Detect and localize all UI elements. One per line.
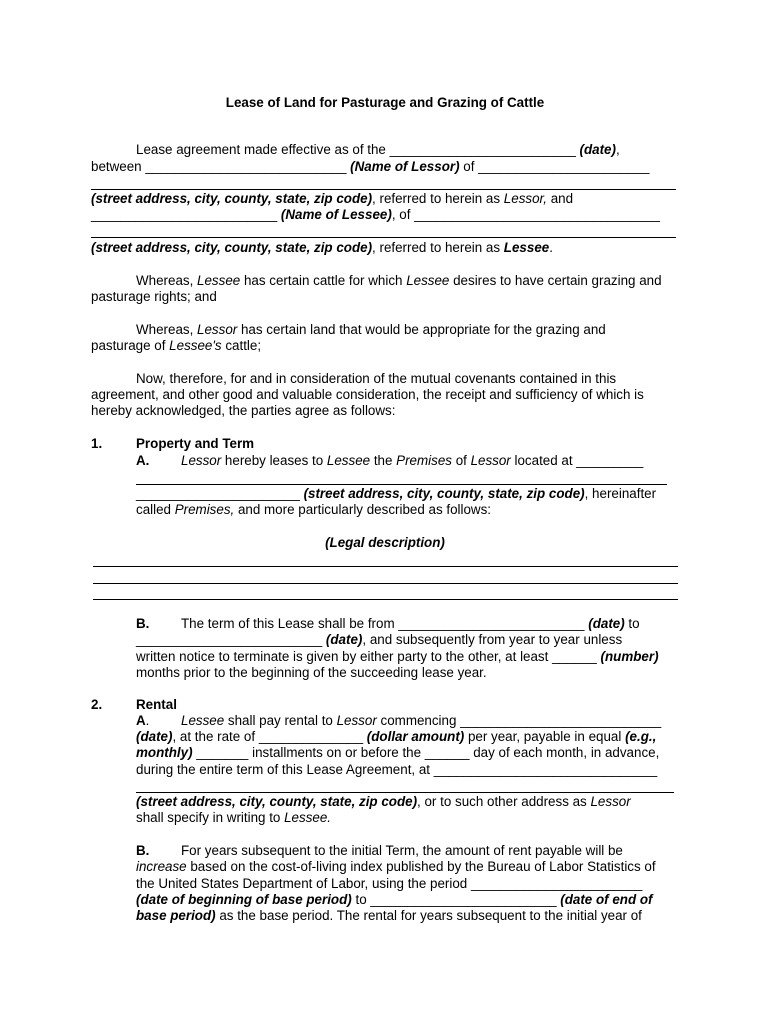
whereas-2-line-2: pasturage of Lessee's cattle;	[91, 338, 262, 353]
section-2b-label: B.	[136, 843, 150, 858]
lessor-of-blank[interactable]: _______________________	[478, 159, 650, 174]
section-1-heading: Property and Term	[136, 436, 255, 451]
lessee-address-blank[interactable]	[91, 237, 676, 238]
payment-address-blank-2[interactable]	[136, 792, 674, 793]
lessee-name-blank[interactable]: _________________________	[91, 207, 278, 222]
term-start-date-blank[interactable]: _________________________	[398, 616, 585, 631]
section-2b-line-5: base period) as the base period. The rental for years subsequent to the initial year of	[136, 908, 642, 923]
section-2a-line-7: shall specify in writing to Lessee.	[136, 810, 332, 825]
document-title: Lease of Land for Pasturage and Grazing of Cattle	[225, 95, 545, 110]
now-therefore-line-2: agreement, and other good and valuable consideration, the receipt and sufficiency of which is	[91, 387, 644, 402]
section-1a-line-1: Lessor hereby leases to Lessee the Premises of Lessor located at _________	[181, 453, 644, 468]
intro-line-2: between ___________________________ (Name of Lessor) of _______________________	[91, 159, 650, 174]
whereas-1-line-2: pasturage rights; and	[91, 289, 217, 304]
legal-description-line-2[interactable]	[93, 583, 678, 584]
intro-line-1: Lease agreement made effective as of the _________________________ (date),	[136, 142, 620, 157]
intro-line-5: _________________________ (Name of Lessee), of _________________________________	[91, 207, 660, 222]
section-1b-line-3: written notice to terminate is given by either party to the other, at least ______ (number)	[136, 649, 659, 664]
legal-description-label: (Legal description)	[325, 535, 445, 550]
base-period-blank[interactable]: _______________________	[470, 876, 643, 891]
rent-rate-blank[interactable]: ______________	[258, 729, 364, 744]
now-therefore-line-1: Now, therefore, for and in consideration of the mutual covenants contained in this	[136, 371, 617, 386]
section-2a-line-6: (street address, city, county, state, zip code), or to such other address as Lessor	[136, 794, 631, 809]
premises-location-blank[interactable]: _________	[576, 453, 644, 468]
section-2a-line-2: (date), at the rate of ______________ (dollar amount) per year, payable in equal (e.g.,	[136, 729, 657, 744]
payment-address-blank[interactable]: ______________________________	[433, 762, 658, 777]
whereas-1-line-1: Whereas, Lessee has certain cattle for which Lessee desires to have certain grazing and	[136, 273, 662, 288]
section-1a-line-4: called Premises, and more particularly described as follows:	[136, 502, 492, 517]
intro-line-4: (street address, city, county, state, zip code), referred to herein as Lessor, and	[91, 191, 574, 206]
section-1-number: 1.	[91, 436, 103, 451]
section-1b-line-2: _________________________ (date), and subsequently from year to year unless	[136, 632, 623, 647]
legal-description-line-3[interactable]	[93, 599, 678, 600]
section-2b-line-3: the United States Department of Labor, using the period _______________________	[136, 876, 643, 891]
section-2a-label: A.	[136, 713, 150, 728]
lessor-address-blank[interactable]	[91, 189, 676, 190]
now-therefore-line-3: hereby acknowledged, the parties agree as follows:	[91, 403, 396, 418]
base-period-end-blank[interactable]: _________________________	[370, 892, 557, 907]
premises-address-blank[interactable]: ______________________	[136, 486, 300, 501]
intro-line-7: (street address, city, county, state, zip code), referred to herein as Lessee.	[91, 240, 553, 255]
term-end-date-blank[interactable]: _________________________	[136, 632, 323, 647]
section-1a-line-3: ______________________ (street address, city, county, state, zip code), hereinafter	[136, 486, 657, 501]
section-2b-line-4: (date of beginning of base period) to _________________________ (date of end of	[136, 892, 653, 907]
section-2-heading: Rental	[136, 697, 177, 712]
notice-months-blank[interactable]: ______	[552, 649, 597, 664]
section-2a-line-3: monthly) _______ installments on or before the ______ day of each month, in advance,	[136, 745, 660, 760]
premises-location-blank-2[interactable]	[136, 484, 667, 485]
section-1a-label: A.	[136, 453, 150, 468]
installment-type-blank[interactable]: _______	[192, 745, 249, 760]
whereas-2-line-1: Whereas, Lessor has certain land that would be appropriate for the grazing and	[136, 322, 606, 337]
payment-day-blank[interactable]: ______	[424, 745, 470, 760]
section-2a-line-1: Lessee shall pay rental to Lessor commencing ___________________________	[181, 713, 662, 728]
rent-commencing-blank[interactable]: ___________________________	[460, 713, 662, 728]
lessee-of-blank[interactable]: _________________________________	[414, 207, 660, 222]
lessor-name-blank[interactable]: ___________________________	[145, 159, 347, 174]
section-2b-line-1: For years subsequent to the initial Term, the amount of rent payable will be	[181, 843, 623, 858]
section-2b-line-2: increase based on the cost-of-living index published by the Bureau of Labor Statistics of	[136, 859, 656, 874]
section-1b-line-1: The term of this Lease shall be from _________________________ (date) to	[181, 616, 640, 631]
section-1b-line-4: months prior to the beginning of the succeeding lease year.	[136, 665, 487, 680]
section-1b-label: B.	[136, 616, 150, 631]
legal-description-line-1[interactable]	[93, 566, 678, 567]
section-2-number: 2.	[91, 697, 103, 712]
effective-date-blank[interactable]: _________________________	[389, 142, 576, 157]
section-2a-line-4: during the entire term of this Lease Agreement, at ______________________________	[136, 762, 658, 777]
